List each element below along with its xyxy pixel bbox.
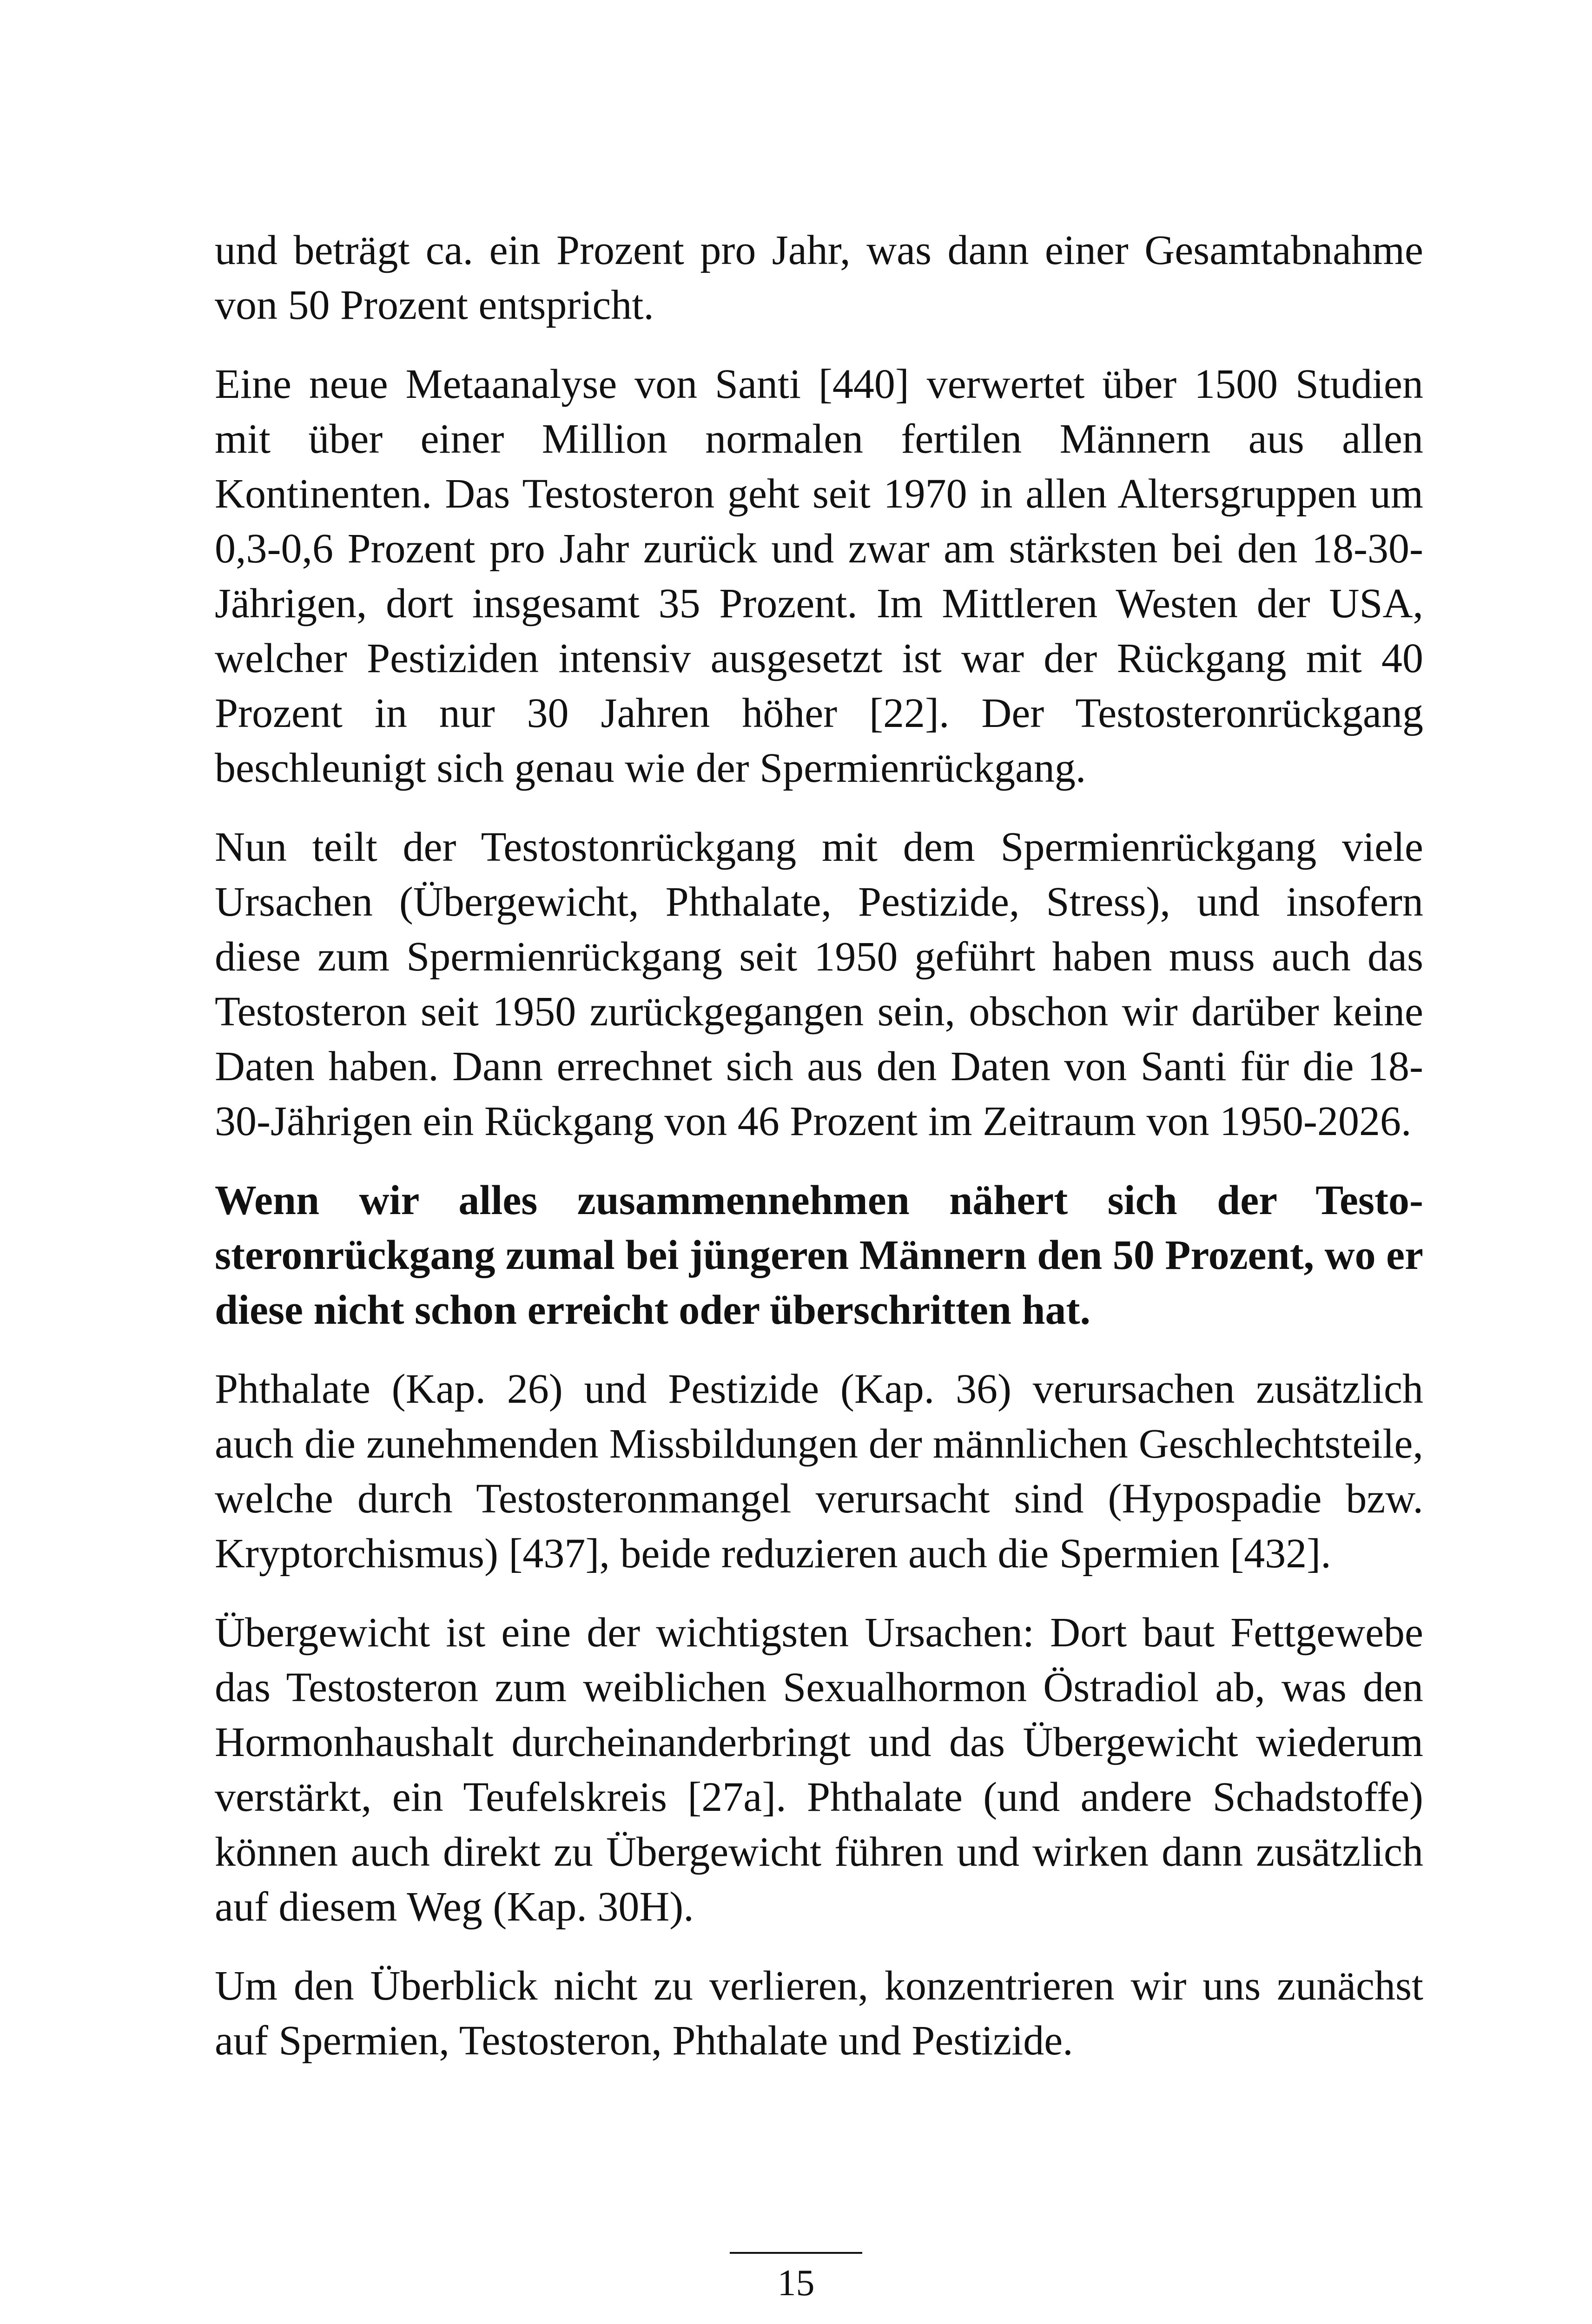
paragraph-4-bold-summary: Wenn wir alles zusammennehmen nähert sich der Testosteronrückgang zumal bei jüngeren Männern den 50 Prozent, wo er diese nicht schon erreicht oder überschritten hat. [215, 1177, 1423, 1333]
page-number: 15 [777, 2263, 815, 2304]
page-number-rule [730, 2252, 862, 2254]
paragraph-7: Um den Überblick nicht zu verlieren, konzentrieren wir uns zunächst auf Spermien, Testosteron, Phthalate und Pestizide. [215, 1963, 1423, 2064]
paragraph-1: und beträgt ca. ein Prozent pro Jahr, was dann einer Gesamtabnahme von 50 Prozent entspricht. [215, 227, 1423, 328]
paragraph-2: Eine neue Metaanalyse von Santi [440] verwertet über 1500 Studien mit über einer Million normalen fertilen Männern aus allen Kontinenten. Das Testosteron geht seit 1970 in allen Altersgruppen um 0,3-0,6 Prozent pro Jahr zurück und zwar am stärksten bei den 18-30-Jährigen, dort insgesamt 35 Prozent. Im Mittleren Westen der USA, welcher Pestiziden intensiv ausgesetzt ist war der Rückgang mit 40 Prozent in nur 30 Jahren höher [22]. Der Testosteronrückgang beschleunigt sich genau wie der Spermienrückgang. [215, 361, 1423, 791]
paragraph-5: Phthalate (Kap. 26) und Pestizide (Kap. 36) verursachen zusätzlich auch die zunehmenden Missbildungen der männlichen Geschlechtsteile, welche durch Testosteronmangel verursacht sind (Hypospadie bzw. Kryptorchismus) [437], beide reduzieren auch die Spermien [432]. [215, 1366, 1423, 1577]
body-text [215, 223, 1423, 2093]
paragraph-6: Übergewicht ist eine der wichtigsten Ursachen: Dort baut Fettgewebe das Testosteron zum weiblichen Sexualhormon Östradiol ab, was den Hormonhaushalt durcheinanderbringt und das Übergewicht wiederum verstärkt, ein Teufelskreis [27a]. Phthalate (und andere Schadstoffe) können auch direkt zu Übergewicht führen und wirken dann zusätzlich auf diesem Weg (Kap. 30H). [215, 1610, 1423, 1930]
paragraph-3: Nun teilt der Testostonrückgang mit dem Spermienrückgang viele Ursachen (Übergewicht, Phthalate, Pestizide, Stress), und insofern diese zum Spermienrückgang seit 1950 geführt haben muss auch das Testosteron seit 1950 zurückgegangen sein, obschon wir darüber keine Daten haben. Dann errechnet sich aus den Daten von Santi für die 18-30-Jährigen ein Rückgang von 46 Prozent im Zeitraum von 1950-2026. [215, 824, 1423, 1144]
